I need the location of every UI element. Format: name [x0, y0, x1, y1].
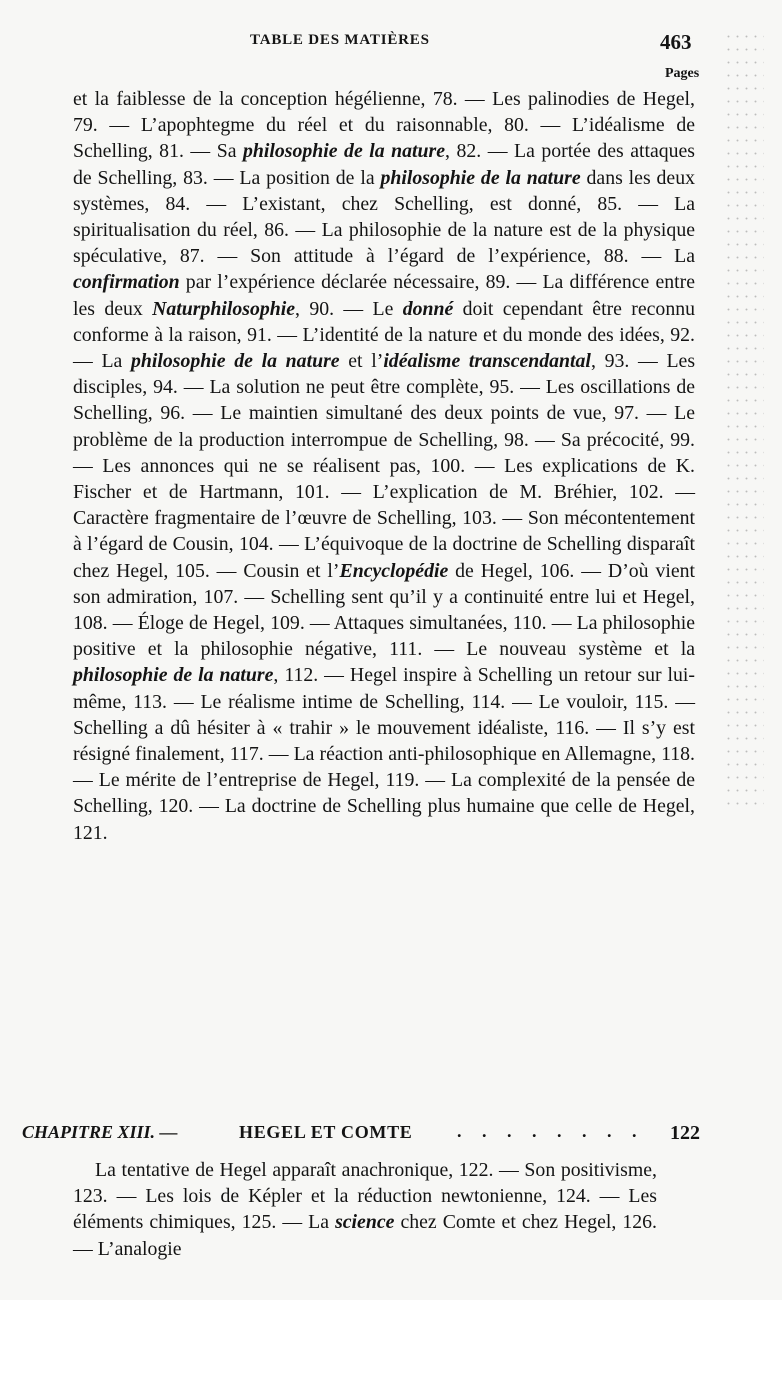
scan-noise-margin: [724, 30, 764, 810]
summary-segment: chez Comte et chez Hegel, 126. — L’analogie: [73, 1211, 657, 1260]
toc-segment-italic: idéalisme transcendantal: [383, 350, 591, 373]
toc-segment: de Hegel, 106. — D’où vient son admiration, 107. — Schelling sent qu’il y a continuité entre lui et Hegel, 108. — Éloge de Hegel, 109. — Attaques simultanées, 110. — La philosophie positive et la philosophie négative, 111. — Le nouveau système et la: [73, 559, 695, 661]
dot-leader: . . . . . . . .: [457, 1121, 645, 1141]
chapter-dash: —: [159, 1122, 178, 1142]
toc-segment: doit cependant être reconnu conforme à la raison, 91. — L’identité de la nature et du monde des idées, 92. — La: [73, 297, 695, 373]
chapter-title: HEGEL ET COMTE: [239, 1122, 413, 1142]
toc-segment: dans les deux systèmes, 84. — L’existant, chez Schelling, est donné, 85. — La spiritualisation du réel, 86. — La philosophie de la nature est de la physique spéculative, 87. — Son attitude à l’égard de l’expérience, 88. — La: [73, 166, 695, 268]
toc-segment-italic: Encyclopédie: [339, 559, 449, 582]
toc-segment-italic: donné: [402, 297, 454, 320]
page-number: 463: [660, 30, 692, 54]
chapter-page-number: 122: [670, 1122, 700, 1144]
toc-segment: , 82. — La portée des attaques de Schelling, 83. — La position de la: [73, 140, 696, 189]
toc-segment: et l’: [339, 350, 384, 373]
toc-segment-italic: philosophie de la nature: [380, 166, 581, 189]
toc-segment-italic: confirmation: [73, 271, 180, 294]
toc-paragraph: [73, 86, 695, 846]
toc-segment: et la faiblesse de la conception hégélienne, 78. — Les palinodies de Hegel, 79. — L’apophtegme du réel et du raisonnable, 80. — L’idéalisme de Schelling, 81. — Sa: [73, 88, 695, 163]
page-header: [0, 30, 782, 81]
toc-segment-italic: philosophie de la nature: [243, 140, 446, 163]
chapter-label: [22, 1122, 178, 1143]
toc-segment-italic: philosophie de la nature: [73, 664, 274, 687]
toc-segment-italic: Naturphilosophie: [152, 297, 296, 320]
chapter-number: CHAPITRE XIII.: [22, 1122, 156, 1142]
pages-column-label: Pages: [665, 66, 700, 81]
chapter-entry: [22, 1122, 712, 1150]
summary-segment-italic: science: [335, 1211, 395, 1234]
running-title: TABLE DES MATIÈRES: [250, 32, 430, 48]
bottom-strip: [0, 1300, 782, 1390]
chapter-summary: [73, 1157, 657, 1262]
toc-segment-italic: philosophie de la nature: [131, 350, 340, 373]
toc-segment: , 112. — Hegel inspire à Schelling un retour sur lui-même, 113. — Le réalisme intime de Schelling, 114. — Le vouloir, 115. — Schelling a dû hésiter à « trahir » le mouvement idéaliste, 116. — Il s’y est résigné finalement, 117. — La réaction anti-philosophique en Allemagne, 118. — Le mérite de l’entreprise de Hegel, 119. — La complexité de la pensée de Schelling, 120. — La doctrine de Schelling plus humaine que celle de Hegel, 121.: [73, 664, 695, 844]
toc-segment: , 93. — Les disciples, 94. — La solution ne peut être complète, 95. — Les oscillations de Schelling, 96. — Le maintien simultané des deux points de vue, 97. — Le problème de la production interrompue de Schelling, 98. — Sa précocité, 99. — Les annonces qui ne se réalisent pas, 100. — Les explications de K. Fischer et de Hartmann, 101. — L’explication de M. Bréhier, 102. — Caractère fragmentaire de l’œuvre de Schelling, 103. — Son mécontentement à l’égard de Cousin, 104. — L’équivoque de la doctrine de Schelling disparaît chez Hegel, 105. — Cousin et l’: [73, 350, 696, 582]
toc-segment: , 90. — Le: [295, 297, 403, 320]
toc-segment: par l’expérience déclarée nécessaire, 89. — La différence entre les deux: [73, 271, 695, 320]
summary-segment: La tentative de Hegel apparaît anachronique, 122. — Son positivisme, 123. — Les lois de Képler et la réduction newtonienne, 124. — Les éléments chimiques, 125. — La: [73, 1159, 657, 1234]
